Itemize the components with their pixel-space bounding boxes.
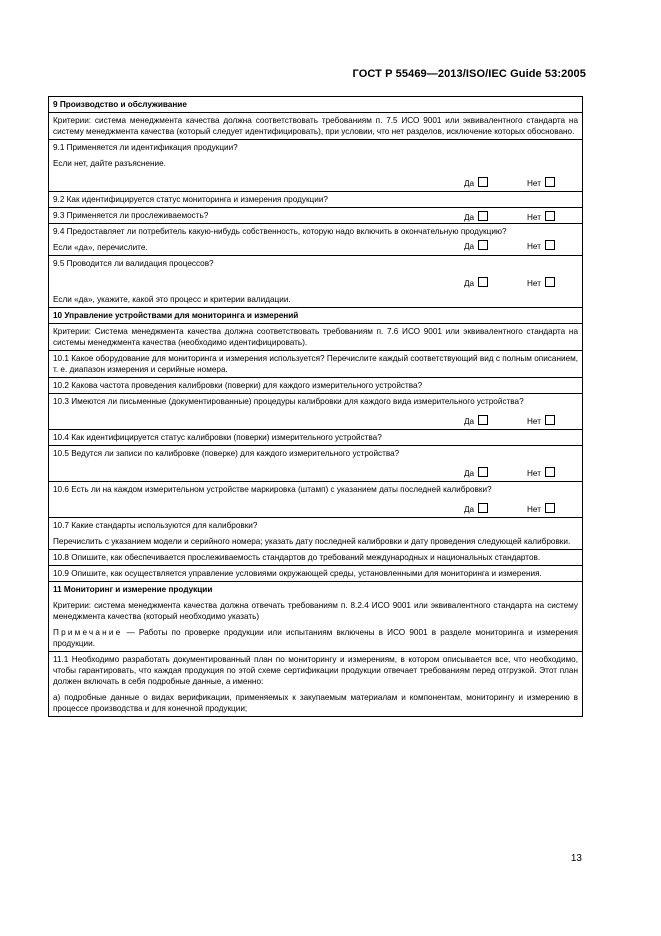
- no-option[interactable]: [527, 177, 555, 189]
- no-label: Нет: [527, 469, 541, 478]
- yes-no-row: [53, 277, 578, 289]
- no-checkbox[interactable]: [545, 503, 555, 513]
- yes-label: Да: [464, 213, 475, 222]
- yes-checkbox[interactable]: [478, 467, 488, 477]
- question-10-2: 10.2 Какова частота проведения калибровки (поверки) для каждого измерительного устройства?: [53, 381, 423, 390]
- question-10-7: 10.7 Какие стандарты используются для калибровки?: [53, 521, 258, 530]
- question-11-1: 11.1 Необходимо разработать документированный план по мониторингу и измерениям, в котором описывается все, что необходимо, чтобы гарантировать, что каждая продукция по этой схеме сертификации продукции отвечает требованиям перед отгрузкой. Этот план должен включать в себя подробные данные, а именно:: [53, 655, 578, 686]
- question-9-2-row: [49, 192, 583, 208]
- question-9-1-note: Если нет, дайте разъяснение.: [53, 159, 166, 168]
- section-11-criteria: Критерии: система менеджмента качества должна отвечать требованиям п. 8.2.4 ИСО 9001 или эквивалентного стандарта на систему менеджмента качества (который необходимо указать): [53, 601, 578, 621]
- section-11-heading: 11 Мониторинг и измерение продукции: [53, 585, 213, 594]
- question-11-1-row: [49, 652, 583, 717]
- yes-option[interactable]: [464, 177, 488, 189]
- question-9-1: 9.1 Применяется ли идентификация продукции?: [53, 143, 238, 152]
- yes-label: Да: [464, 505, 475, 514]
- yes-option[interactable]: [464, 240, 488, 252]
- question-10-3-row: [49, 394, 583, 430]
- question-9-4-note: Если «да», перечислите.: [53, 243, 148, 252]
- yes-checkbox[interactable]: [478, 240, 488, 250]
- question-9-3-row: [49, 208, 583, 224]
- yes-checkbox[interactable]: [478, 503, 488, 513]
- question-9-5: 9.5 Проводится ли валидация процессов?: [53, 259, 214, 268]
- section-10-criteria: Критерии: Система менеджмента качества должна соответствовать требованиям п. 7.6 ИСО 9001 или эквивалентного стандарта на системы менеджмента качества (необходимо идентифицировать).: [53, 327, 578, 347]
- note-label: Примечание: [53, 628, 123, 637]
- question-9-5-note: Если «да», укажите, какой это процесс и критерии валидации.: [53, 295, 291, 304]
- no-label: Нет: [527, 179, 541, 188]
- no-checkbox[interactable]: [545, 277, 555, 287]
- yes-option[interactable]: [464, 211, 488, 223]
- section-10-heading-row: [49, 308, 583, 324]
- standard-header: ГОСТ Р 55469—2013/ISO/IEC Guide 53:2005: [352, 68, 586, 80]
- yes-label: Да: [464, 417, 475, 426]
- yes-no-row: [53, 503, 578, 515]
- yes-no-row: [53, 467, 578, 479]
- yes-option[interactable]: [464, 503, 488, 515]
- no-option[interactable]: [527, 277, 555, 289]
- no-checkbox[interactable]: [545, 211, 555, 221]
- no-option[interactable]: [527, 503, 555, 515]
- section-9-heading-row: [49, 97, 583, 113]
- no-checkbox[interactable]: [545, 467, 555, 477]
- yes-option[interactable]: [464, 415, 488, 427]
- section-10-heading: 10 Управление устройствами для мониторинга и измерений: [53, 311, 299, 320]
- note-text: — Работы по проверке продукции или испытаниям включены в ИСО 9001 в разделе мониторинга и измерения продукции.: [53, 628, 578, 648]
- yes-no-row: [53, 415, 578, 427]
- yes-checkbox[interactable]: [478, 177, 488, 187]
- section-9-heading: 9 Производство и обслуживание: [53, 100, 187, 109]
- question-9-1-row: [49, 140, 583, 192]
- yes-label: Да: [464, 179, 475, 188]
- question-10-8-row: [49, 550, 583, 566]
- section-11-note: [53, 627, 578, 649]
- question-10-6: 10.6 Есть ли на каждом измерительном устройстве маркировка (штамп) с указанием даты последней калибровки?: [53, 485, 492, 494]
- yes-option[interactable]: [464, 277, 488, 289]
- question-10-8: 10.8 Опишите, как обеспечивается прослеживаемость стандартов до требований международных и национальных стандартов.: [53, 553, 541, 562]
- yes-no-row: [53, 240, 579, 252]
- question-9-5-row: [49, 256, 583, 308]
- no-option[interactable]: [527, 415, 555, 427]
- question-10-7-note: Перечислить с указанием модели и серийного номера; указать дату последней калибровки и дату проведения следующей калибровки.: [53, 537, 571, 546]
- yes-option[interactable]: [464, 467, 488, 479]
- question-10-9-row: [49, 566, 583, 582]
- no-checkbox[interactable]: [545, 240, 555, 250]
- question-10-4: 10.4 Как идентифицируется статус калибровки (поверки) измерительного устройства?: [53, 433, 382, 442]
- section-9-criteria: Критерии: система менеджмента качества должна соответствовать требованиям п. 7.5 ИСО 9001 или эквивалентного стандарта на систему менеджмента качества (который следует идентифицировать), при условии, что нет разделов, исключение которых обосновано.: [53, 116, 578, 136]
- question-9-4-row: [49, 224, 583, 256]
- question-10-1-row: [49, 351, 583, 378]
- yes-checkbox[interactable]: [478, 277, 488, 287]
- yes-label: Да: [464, 242, 475, 251]
- question-10-5: 10.5 Ведутся ли записи по калибровке (поверке) для каждого измерительного устройства?: [53, 449, 400, 458]
- section-9-criteria-row: [49, 113, 583, 140]
- question-9-4: 9.4 Предоставляет ли потребитель какую-нибудь собственность, которую надо включить в окончательную продукцию?: [53, 227, 507, 236]
- questionnaire-table: [48, 96, 583, 717]
- no-label: Нет: [527, 213, 541, 222]
- yes-checkbox[interactable]: [478, 211, 488, 221]
- question-10-9: 10.9 Опишите, как осуществляется управление условиями окружающей среды, установленными для мониторинга и измерения.: [53, 569, 542, 578]
- yes-no-row: [53, 211, 579, 223]
- no-checkbox[interactable]: [545, 177, 555, 187]
- question-10-5-row: [49, 446, 583, 482]
- yes-label: Да: [464, 469, 475, 478]
- section-11-block-row: [49, 582, 583, 652]
- question-10-3: 10.3 Имеются ли письменные (документированные) процедуры калибровки для каждого вида измерительного устройства?: [53, 397, 524, 406]
- section-10-criteria-row: [49, 324, 583, 351]
- yes-label: Да: [464, 279, 475, 288]
- question-9-2: 9.2 Как идентифицируется статус мониторинга и измерения продукции?: [53, 195, 328, 204]
- no-checkbox[interactable]: [545, 415, 555, 425]
- yes-checkbox[interactable]: [478, 415, 488, 425]
- no-label: Нет: [527, 417, 541, 426]
- no-label: Нет: [527, 505, 541, 514]
- question-10-4-row: [49, 430, 583, 446]
- no-label: Нет: [527, 279, 541, 288]
- page-number: 13: [570, 853, 582, 864]
- no-option[interactable]: [527, 211, 555, 223]
- yes-no-row: [53, 177, 578, 189]
- no-label: Нет: [527, 242, 541, 251]
- question-10-7-row: [49, 518, 583, 550]
- question-10-1: 10.1 Какое оборудование для мониторинга и измерения используется? Перечислите каждый соответствующий вид с полным описанием, т. е. диапазон измерения и серийные номера.: [53, 354, 578, 374]
- question-10-6-row: [49, 482, 583, 518]
- question-9-3: 9.3 Применяется ли прослеживаемость?: [53, 211, 209, 220]
- no-option[interactable]: [527, 240, 555, 252]
- no-option[interactable]: [527, 467, 555, 479]
- question-10-2-row: [49, 378, 583, 394]
- question-11-1-item-a: а) подробные данные о видах верификации, применяемых к закупаемым материалам и компонентам, мониторингу и измерению в процессе производства и для конечной продукции;: [53, 693, 578, 713]
